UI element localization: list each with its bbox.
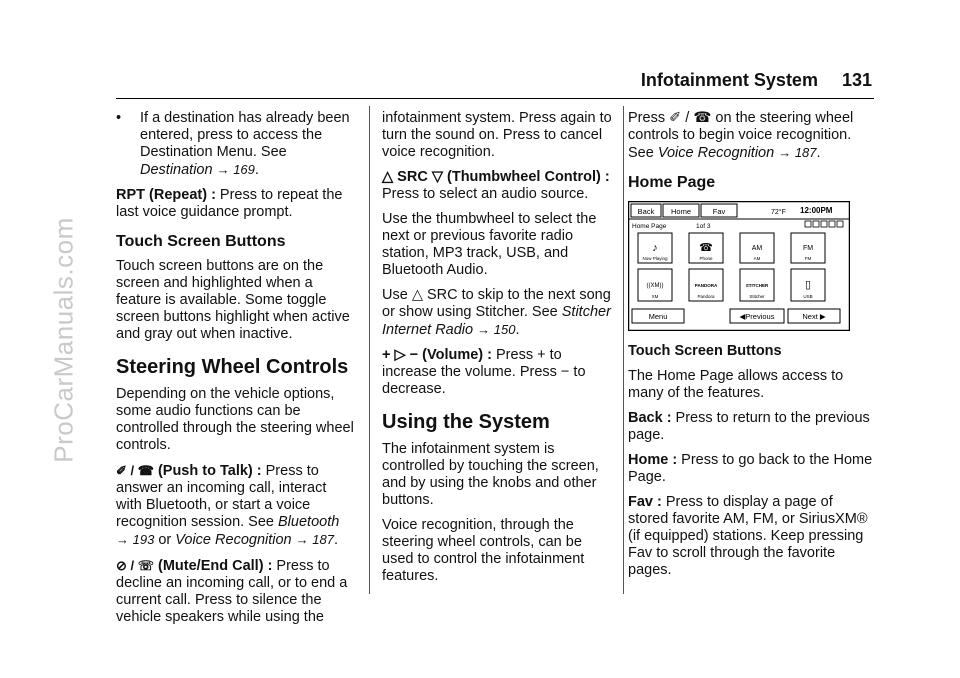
previous-button[interactable]	[730, 309, 784, 323]
volume-text: Press + to increase the volume. Press − to decrease.	[382, 347, 586, 397]
usb-icon: ▯	[804, 279, 812, 291]
push-to-talk-paragraph: ✐ / ☎ (Push to Talk) : Press to answer an incoming call, interact with Bluetooth, or start a voice recognition session. See Bluetooth → 193 or Voice Recognition → 187.	[116, 463, 340, 548]
steering-wheel-controls-text: Depending on the vehicle options, some audio functions can be controlled through the steering wheel controls.	[116, 386, 354, 453]
mute-text: Press to decline an incoming call, or to end a current call. Press to silence the vehicle speakers while using the	[116, 558, 348, 625]
voice-recognition-link[interactable]: Voice Recognition	[175, 532, 292, 548]
column-3	[628, 110, 874, 587]
home-label: Home :	[628, 452, 678, 468]
phone-icon: ☎	[699, 242, 713, 254]
fav-button[interactable]	[701, 204, 737, 217]
stitcher-link[interactable]: Stitcher Internet Radio	[382, 304, 611, 338]
bullet-mark: •	[116, 110, 122, 126]
usb-tile[interactable]	[791, 269, 825, 301]
pager-indicator: 1of 3	[696, 223, 711, 230]
fav-label: Fav :	[628, 494, 662, 510]
am-label: AM	[753, 256, 761, 261]
back-label: Back :	[628, 410, 672, 426]
stitcher-tile[interactable]	[740, 269, 774, 301]
fav-text: Press to display a page of stored favorite AM, FM, or SiriusXM® (if equipped) stations. Keep pressing Fav to scroll through the favorite pages.	[628, 494, 868, 578]
usb-label: USB	[803, 294, 813, 299]
mute-paragraph	[116, 557, 356, 626]
voice-recognition-ref-2[interactable]: → 187	[778, 145, 817, 160]
section-title: Infotainment System	[640, 70, 818, 90]
thumbwheel-text: Press to select an audio source.	[382, 186, 589, 202]
destination-ref[interactable]: → 169	[216, 162, 255, 177]
using-system-text-1: The infotainment system is controlled by touching the screen, and by using the knobs and other buttons.	[382, 441, 599, 508]
src-skip-paragraph: Use △ SRC to skip to the next song or show using Stitcher. See Stitcher Internet Radio → 150.	[382, 287, 611, 338]
home-paragraph	[628, 452, 874, 486]
column-1	[116, 110, 356, 634]
back-button-label: Back	[637, 207, 655, 216]
touch-screen-buttons-text: Touch screen buttons are on the screen and highlighted when a feature is available. Some toggle screen buttons highlight when active and gray out when inactive.	[116, 258, 350, 342]
home-page-label: Home Page	[632, 223, 667, 230]
stitcher-label: Stitcher	[749, 294, 765, 299]
steering-wheel-controls-heading: Steering Wheel Controls	[116, 356, 349, 378]
back-button[interactable]	[631, 204, 661, 217]
back-text: Press to return to the previous page.	[628, 410, 870, 443]
destination-bullet: • If a destination has already been entered, press to access the Destination Menu. See Destination → 169.	[116, 110, 356, 187]
column-divider-2	[623, 106, 624, 594]
thumbwheel-label: △ SRC ▽ (Thumbwheel Control) :	[382, 169, 610, 185]
menu-button-label: Menu	[648, 312, 668, 321]
touch-screen-buttons-heading: Touch Screen Buttons	[116, 233, 286, 250]
xm-tile[interactable]	[638, 269, 672, 301]
fm-icon: FM	[802, 245, 814, 252]
xm-label: XM	[651, 294, 659, 299]
using-system-text-2: Voice recognition, through the steering wheel controls, can be used to control the infotainment features.	[382, 517, 585, 584]
previous-button-label: ◀Previous	[739, 312, 775, 321]
using-the-system-heading: Using the System	[382, 411, 550, 433]
stitcher-ref[interactable]: → 150	[477, 322, 516, 337]
src-skip-text: Use △ SRC to skip to the next song or show using Stitcher. See	[382, 287, 611, 320]
voice-recognition-ref[interactable]: → 187	[295, 532, 334, 547]
next-button-label: Next ▶	[802, 312, 826, 321]
touch-screen-buttons-label: Touch Screen Buttons	[628, 343, 782, 359]
phone-tile[interactable]	[689, 233, 723, 263]
pandora-tile[interactable]	[689, 269, 723, 301]
voice-recognition-link-2[interactable]: Voice Recognition	[657, 145, 775, 161]
fav-button-label: Fav	[712, 207, 726, 216]
home-page-access-text: The Home Page allows access to many of the features.	[628, 368, 844, 401]
now-playing-icon: ♪	[652, 242, 658, 254]
pandora-icon: PANDORA	[694, 283, 718, 288]
header-rule	[116, 98, 874, 99]
home-page-screen	[628, 201, 874, 331]
continued-text: infotainment system. Press again to turn the sound on. Press to cancel voice recognition.	[382, 110, 612, 160]
home-text: Press to go back to the Home Page.	[628, 452, 873, 485]
volume-paragraph	[382, 347, 616, 398]
press-voice-text: Press ✐ / ☎ on the steering wheel controls to begin voice recognition. See	[628, 110, 854, 161]
thumbwheel-paragraph	[382, 169, 616, 203]
now-playing-label: Now Playing	[642, 256, 668, 261]
thumbwheel-use-text: Use the thumbwheel to select the next or previous favorite radio station, MP3 track, USB, and Bluetooth Audio.	[382, 211, 597, 278]
bullet-text: If a destination has already been entered, press to access the Destination Menu. See	[140, 110, 350, 160]
fm-label: FM	[804, 256, 812, 261]
home-button-label: Home	[670, 207, 692, 216]
rpt-paragraph	[116, 187, 356, 221]
volume-label: + ▷ − (Volume) :	[382, 347, 492, 363]
pandora-label: Pandora	[697, 294, 715, 299]
column-2	[382, 110, 616, 593]
am-tile[interactable]	[740, 233, 774, 263]
phone-label: Phone	[699, 256, 713, 261]
or-text: or	[154, 532, 176, 548]
press-voice-paragraph: Press ✐ / ☎ on the steering wheel controls to begin voice recognition. See Voice Recognition → 187.	[628, 110, 854, 161]
back-paragraph	[628, 410, 874, 444]
page-number: 131	[841, 70, 872, 90]
push-to-talk-text: Press to answer an incoming call, interact with Bluetooth, or start a voice recognition session. See	[116, 463, 327, 530]
now-playing-tile[interactable]	[638, 233, 672, 263]
watermark: ProCarManuals.com	[48, 217, 79, 463]
menu-button[interactable]	[632, 309, 684, 323]
stitcher-icon: STITCHER	[745, 283, 769, 288]
next-button[interactable]	[788, 309, 840, 323]
push-to-talk-label: (Push to Talk) :	[157, 463, 262, 479]
column-divider-1	[369, 106, 370, 594]
push-to-talk-icon: ✐ / ☎	[116, 463, 154, 478]
temperature-readout: 72°F	[771, 209, 786, 216]
rpt-text: Press to repeat the last voice guidance prompt.	[116, 187, 343, 220]
bluetooth-link[interactable]: Bluetooth	[278, 514, 340, 530]
fm-tile[interactable]	[791, 233, 825, 263]
xm-icon: ((XM))	[646, 283, 664, 289]
destination-link[interactable]: Destination	[140, 162, 213, 178]
page-header	[641, 70, 872, 91]
home-page-heading: Home Page	[628, 174, 716, 191]
bluetooth-ref[interactable]: → 193	[116, 532, 155, 547]
rpt-label: RPT (Repeat) :	[116, 187, 216, 203]
mute-end-call-icon: ⊘ / ☏	[116, 558, 154, 573]
clock-readout: 12:00PM	[800, 206, 833, 215]
am-icon: AM	[751, 245, 763, 252]
mute-label: (Mute/End Call) :	[158, 558, 273, 574]
fav-paragraph	[628, 494, 874, 579]
home-button[interactable]	[663, 204, 699, 217]
